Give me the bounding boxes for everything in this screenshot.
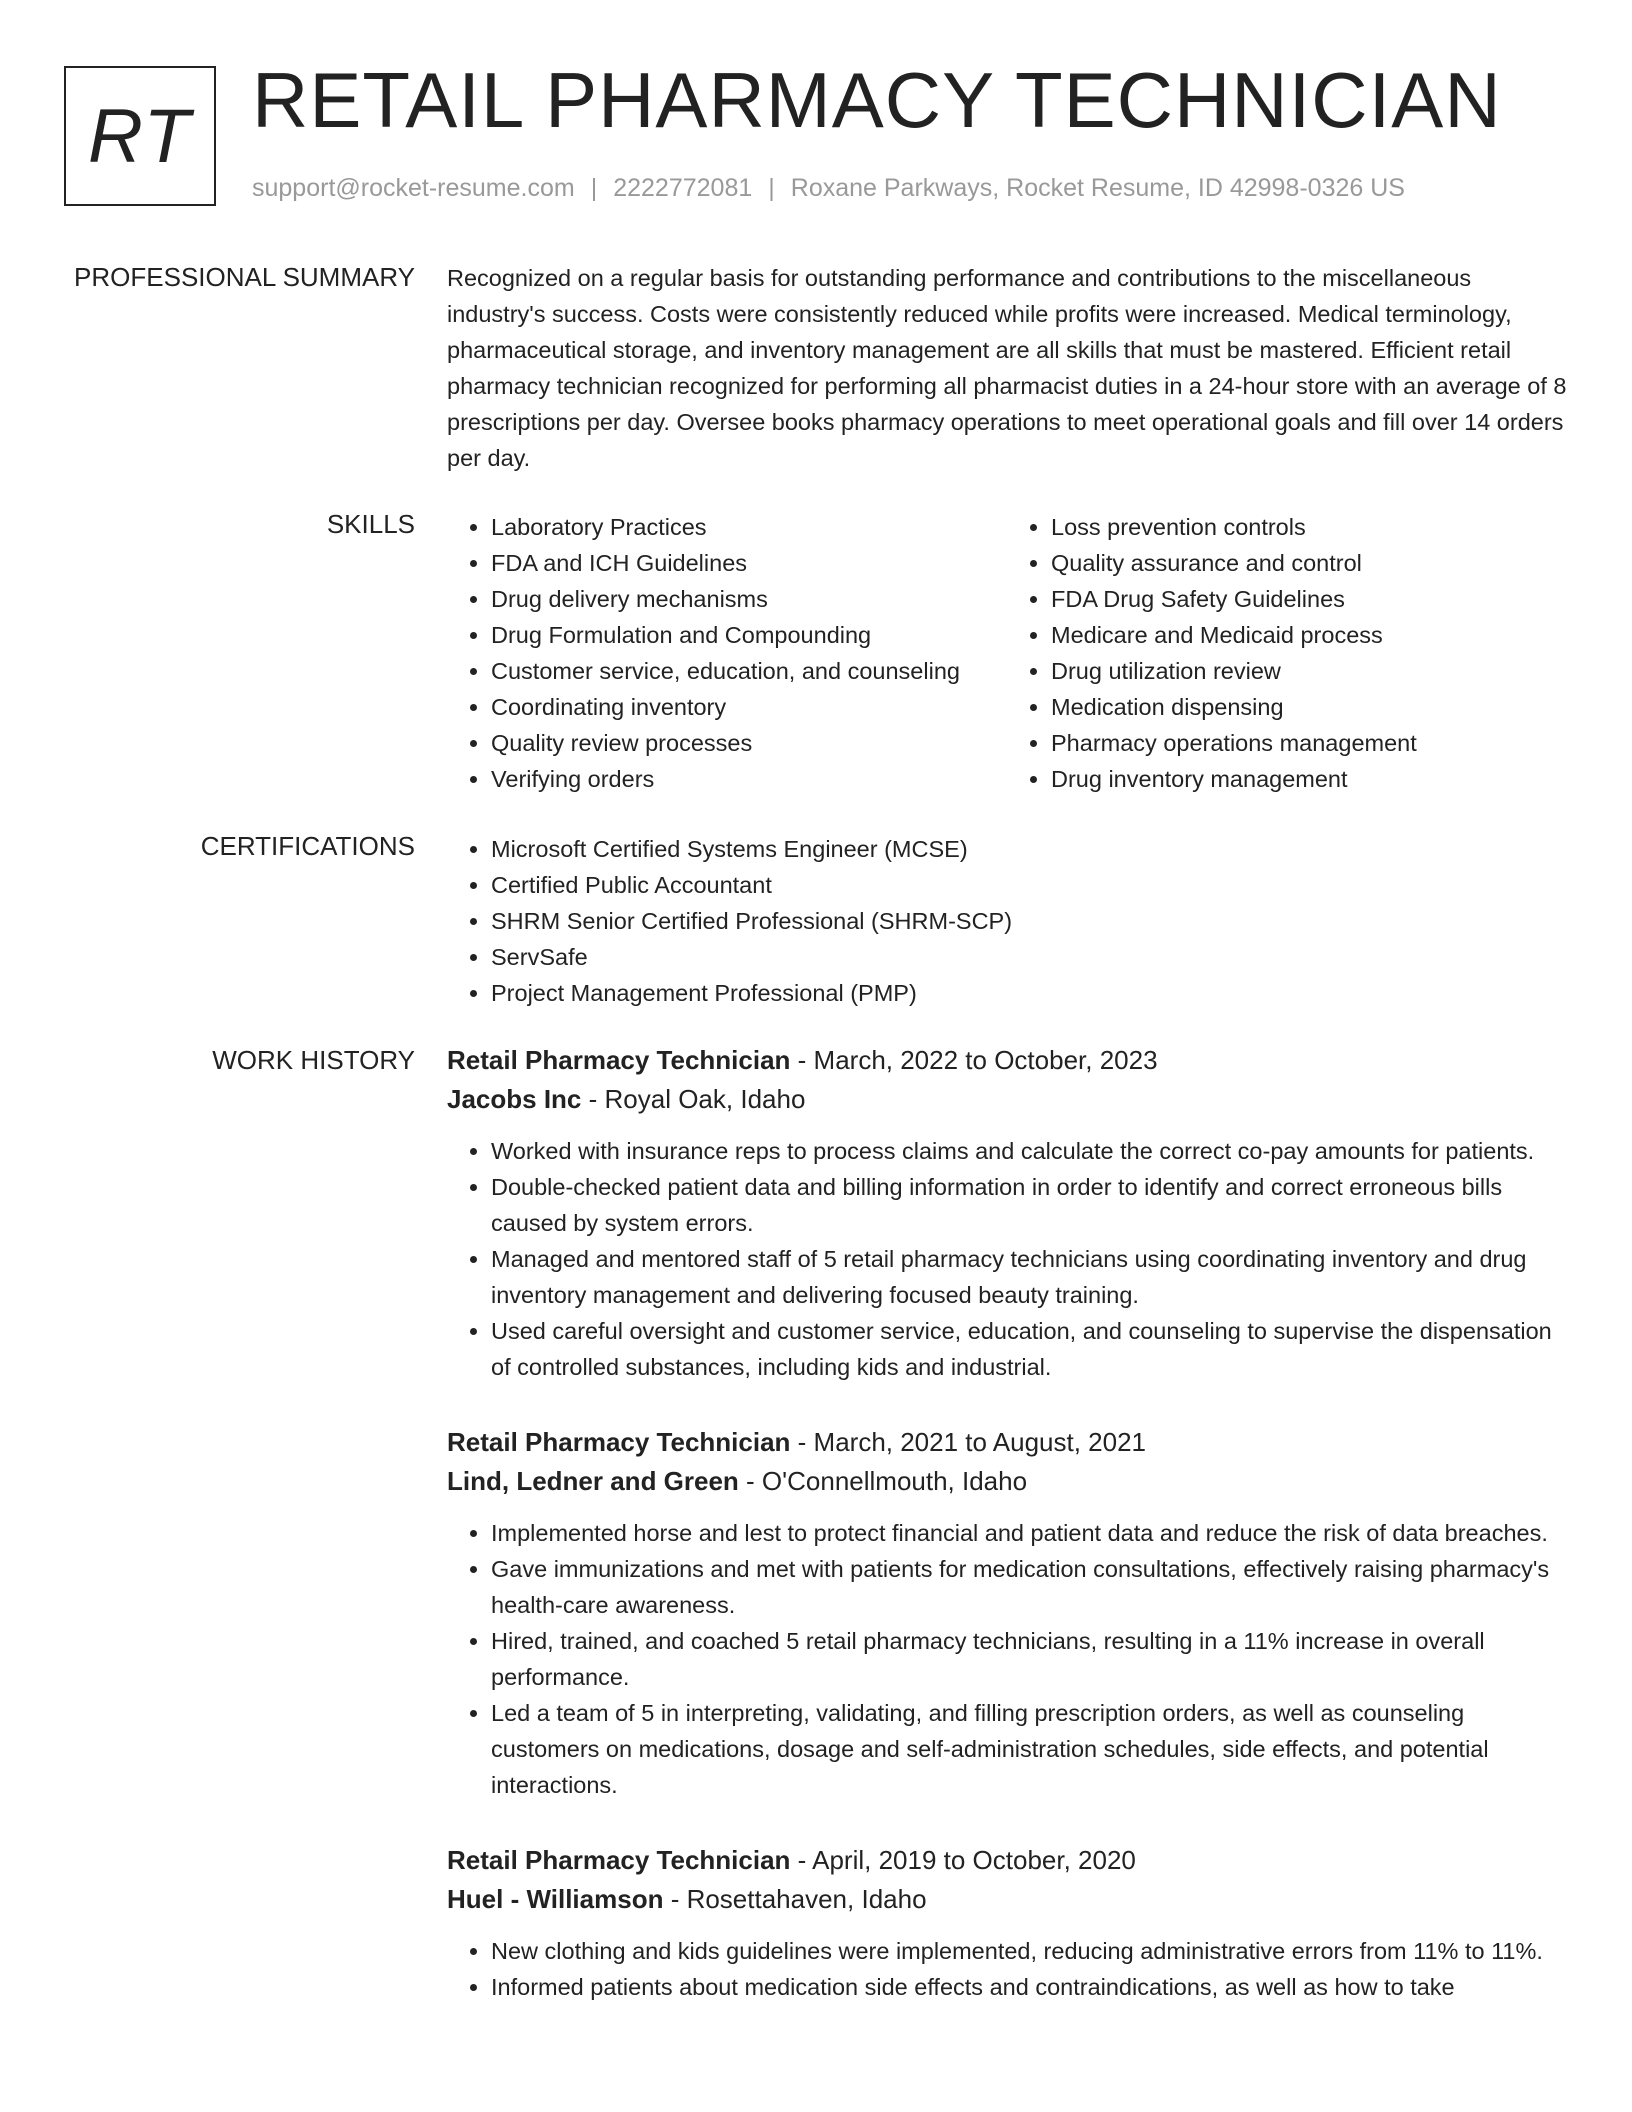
contact-line — [252, 174, 1405, 203]
skill-item: • Verifying orders — [491, 761, 1007, 797]
resume-title: RETAIL PHARMACY TECHNICIAN — [252, 56, 1502, 144]
work-history-body — [447, 1041, 1567, 2043]
skill-item: • Medicare and Medicaid process — [1051, 617, 1567, 653]
job-role: Retail Pharmacy Technician — [447, 1045, 791, 1075]
job-bullet: • Worked with insurance reps to process claims and calculate the correct co-pay amounts for patients. — [491, 1133, 1567, 1169]
skill-item: • Loss prevention controls — [1051, 509, 1567, 545]
certifications-heading: CERTIFICATIONS — [200, 831, 415, 861]
job-bullet: • New clothing and kids guidelines were implemented, reducing administrative errors from 11% to 11%. — [491, 1933, 1567, 1969]
monogram: RT — [64, 66, 216, 206]
skill-item: • Drug delivery mechanisms — [491, 581, 1007, 617]
skills-list-left — [447, 509, 1007, 797]
job-bullet: • Implemented horse and lest to protect financial and patient data and reduce the risk of data breaches. — [491, 1515, 1567, 1551]
skill-item: • FDA Drug Safety Guidelines — [1051, 581, 1567, 617]
certification-item: • SHRM Senior Certified Professional (SHRM-SCP) — [491, 903, 1567, 939]
summary-text: Recognized on a regular basis for outstanding performance and contributions to the miscellaneous industry's success. Costs were consistently reduced while profits were increased. Medical terminology, pharmaceutical storage, and inventory management are all skills that must be mastered. Efficient retail pharmacy technician recognized for performing all pharmacist duties in a 24-hour store with an average of 8 prescriptions per day. Oversee books pharmacy operations to meet operational goals and fill over 14 orders per day. — [447, 265, 1567, 471]
job-role: Retail Pharmacy Technician — [447, 1427, 791, 1457]
job-dates: - April, 2019 to October, 2020 — [790, 1845, 1136, 1875]
job-role: Retail Pharmacy Technician — [447, 1845, 791, 1875]
job-dates: - March, 2022 to October, 2023 — [790, 1045, 1158, 1075]
certification-item: • Project Management Professional (PMP) — [491, 975, 1567, 1011]
skill-item: • FDA and ICH Guidelines — [491, 545, 1007, 581]
job-bullet: • Hired, trained, and coached 5 retail pharmacy technicians, resulting in a 11% increase in overall performance. — [491, 1623, 1567, 1695]
skill-item: • Customer service, education, and counseling — [491, 653, 1007, 689]
certifications-list — [447, 831, 1567, 1011]
job-bullets — [447, 1515, 1567, 1803]
skill-item: • Drug Formulation and Compounding — [491, 617, 1007, 653]
summary-heading: PROFESSIONAL SUMMARY — [74, 262, 415, 292]
skill-item: • Drug inventory management — [1051, 761, 1567, 797]
skills-list-right — [1007, 509, 1567, 797]
contact-separator: | — [590, 174, 598, 202]
job-company-line — [447, 1462, 1567, 1501]
skill-item: • Quality review processes — [491, 725, 1007, 761]
work-history-heading: WORK HISTORY — [212, 1045, 415, 1075]
skill-item: • Coordinating inventory — [491, 689, 1007, 725]
certification-item: • Certified Public Accountant — [491, 867, 1567, 903]
certification-item: • ServSafe — [491, 939, 1567, 975]
certification-item: • Microsoft Certified Systems Engineer (MCSE) — [491, 831, 1567, 867]
job-entry — [447, 1041, 1567, 1385]
certifications-body — [447, 831, 1567, 1011]
job-location: - Rosettahaven, Idaho — [663, 1884, 927, 1914]
skills-heading: SKILLS — [326, 509, 415, 539]
job-title-line — [447, 1041, 1567, 1080]
contact-separator: | — [768, 174, 775, 202]
job-company-line — [447, 1080, 1567, 1119]
job-location: - O'Connellmouth, Idaho — [738, 1466, 1028, 1496]
skill-item: • Pharmacy operations management — [1051, 725, 1567, 761]
skill-item: • Drug utilization review — [1051, 653, 1567, 689]
job-company: Lind, Ledner and Green — [447, 1466, 739, 1496]
job-title-line — [447, 1841, 1567, 1880]
job-entry — [447, 1841, 1567, 2005]
job-bullet: • Double-checked patient data and billing information in order to identify and correct erroneous bills caused by system errors. — [491, 1169, 1567, 1241]
skill-item: • Medication dispensing — [1051, 689, 1567, 725]
job-title-line — [447, 1423, 1567, 1462]
contact-email[interactable]: support@rocket-resume.com — [252, 174, 575, 202]
job-dates: - March, 2021 to August, 2021 — [790, 1427, 1146, 1457]
job-bullets — [447, 1133, 1567, 1385]
skill-item: • Quality assurance and control — [1051, 545, 1567, 581]
skill-item: • Laboratory Practices — [491, 509, 1007, 545]
job-bullet: • Managed and mentored staff of 5 retail pharmacy technicians using coordinating inventory and drug inventory management and delivering focused beauty training. — [491, 1241, 1567, 1313]
job-bullet: • Led a team of 5 in interpreting, validating, and filling prescription orders, as well as counseling customers on medications, dosage and self-administration schedules, side effects, and potential interactions. — [491, 1695, 1567, 1803]
skills-body — [447, 509, 1567, 797]
job-location: - Royal Oak, Idaho — [581, 1084, 806, 1114]
job-bullet: • Used careful oversight and customer service, education, and counseling to supervise the dispensation of controlled substances, including kids and industrial. — [491, 1313, 1567, 1385]
job-company-line — [447, 1880, 1567, 1919]
contact-phone: 2222772081 — [613, 174, 753, 202]
job-company: Huel - Williamson — [447, 1884, 664, 1914]
contact-address: Roxane Parkways, Rocket Resume, ID 42998-0326 US — [790, 174, 1405, 202]
job-bullet: • Informed patients about medication side effects and contraindications, as well as how to take — [491, 1969, 1567, 2005]
job-company: Jacobs Inc — [447, 1084, 582, 1114]
job-entry — [447, 1423, 1567, 1803]
job-bullet: • Gave immunizations and met with patients for medication consultations, effectively raising pharmacy's health-care awareness. — [491, 1551, 1567, 1623]
job-bullets — [447, 1933, 1567, 2005]
